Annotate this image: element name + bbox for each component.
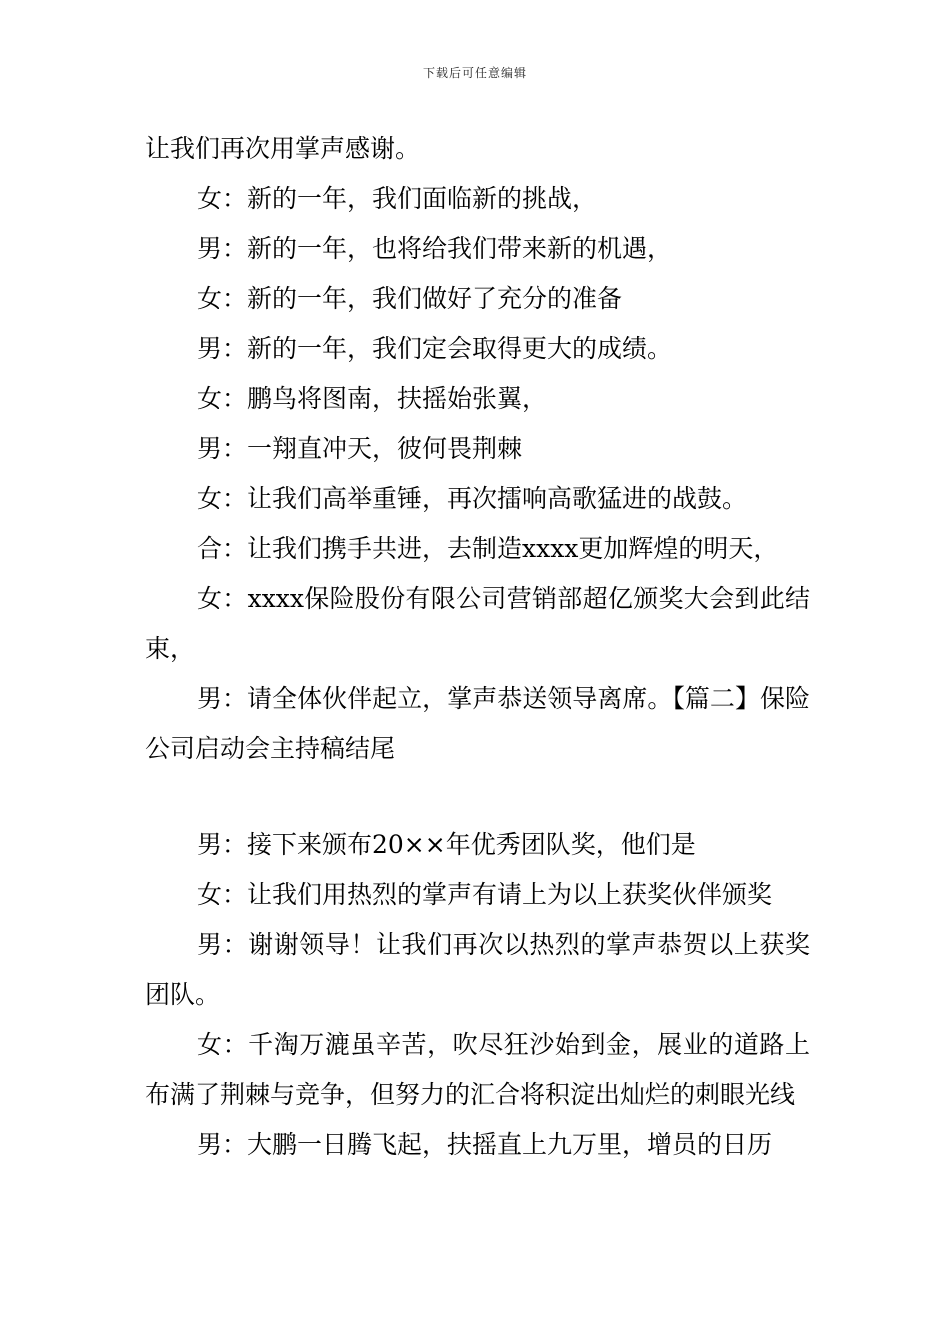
paragraph: 男：接下来颁布20××年优秀团队奖，他们是 — [197, 830, 696, 859]
paragraph: 男：谢谢领导！让我们再次以热烈的掌声恭贺以上获奖团队。 — [145, 930, 810, 1009]
paragraph: 男：新的一年，也将给我们带来新的机遇， — [197, 234, 673, 263]
paragraph: 女：xxxx保险股份有限公司营销部超亿颁奖大会到此结束， — [145, 584, 810, 663]
document-body — [145, 124, 810, 1170]
paragraph: 女：千淘万漉虽辛苦，吹尽狂沙始到金，展业的道路上布满了荆棘与竞争，但努力的汇合将积淀出灿烂的刺眼光线 — [145, 1030, 810, 1109]
paragraph: 女：让我们用热烈的掌声有请上为以上获奖伙伴颁奖 — [197, 880, 773, 909]
paragraph: 男：请全体伙伴起立，掌声恭送领导离席。【篇二】保险公司启动会主持稿结尾 — [145, 684, 810, 763]
paragraph: 男：一翔直冲天，彼何畏荆棘 — [197, 434, 523, 463]
paragraph: 女：新的一年，我们做好了充分的准备 — [197, 284, 623, 313]
paragraph: 女：让我们高举重锤，再次擂响高歌猛进的战鼓。 — [197, 484, 748, 513]
section-gap — [145, 774, 810, 820]
page-header: 下载后可任意编辑 — [422, 66, 527, 80]
paragraph: 女：鹏鸟将图南，扶摇始张翼， — [197, 384, 548, 413]
paragraph: 男：新的一年，我们定会取得更大的成绩。 — [197, 334, 673, 363]
paragraph: 女：新的一年，我们面临新的挑战， — [197, 184, 598, 213]
paragraph: 男：大鹏一日腾飞起，扶摇直上九万里，增员的日历 — [197, 1130, 773, 1159]
paragraph: 让我们再次用掌声感谢。 — [145, 134, 421, 163]
paragraph: 合：让我们携手共进，去制造xxxx更加辉煌的明天， — [197, 534, 779, 563]
